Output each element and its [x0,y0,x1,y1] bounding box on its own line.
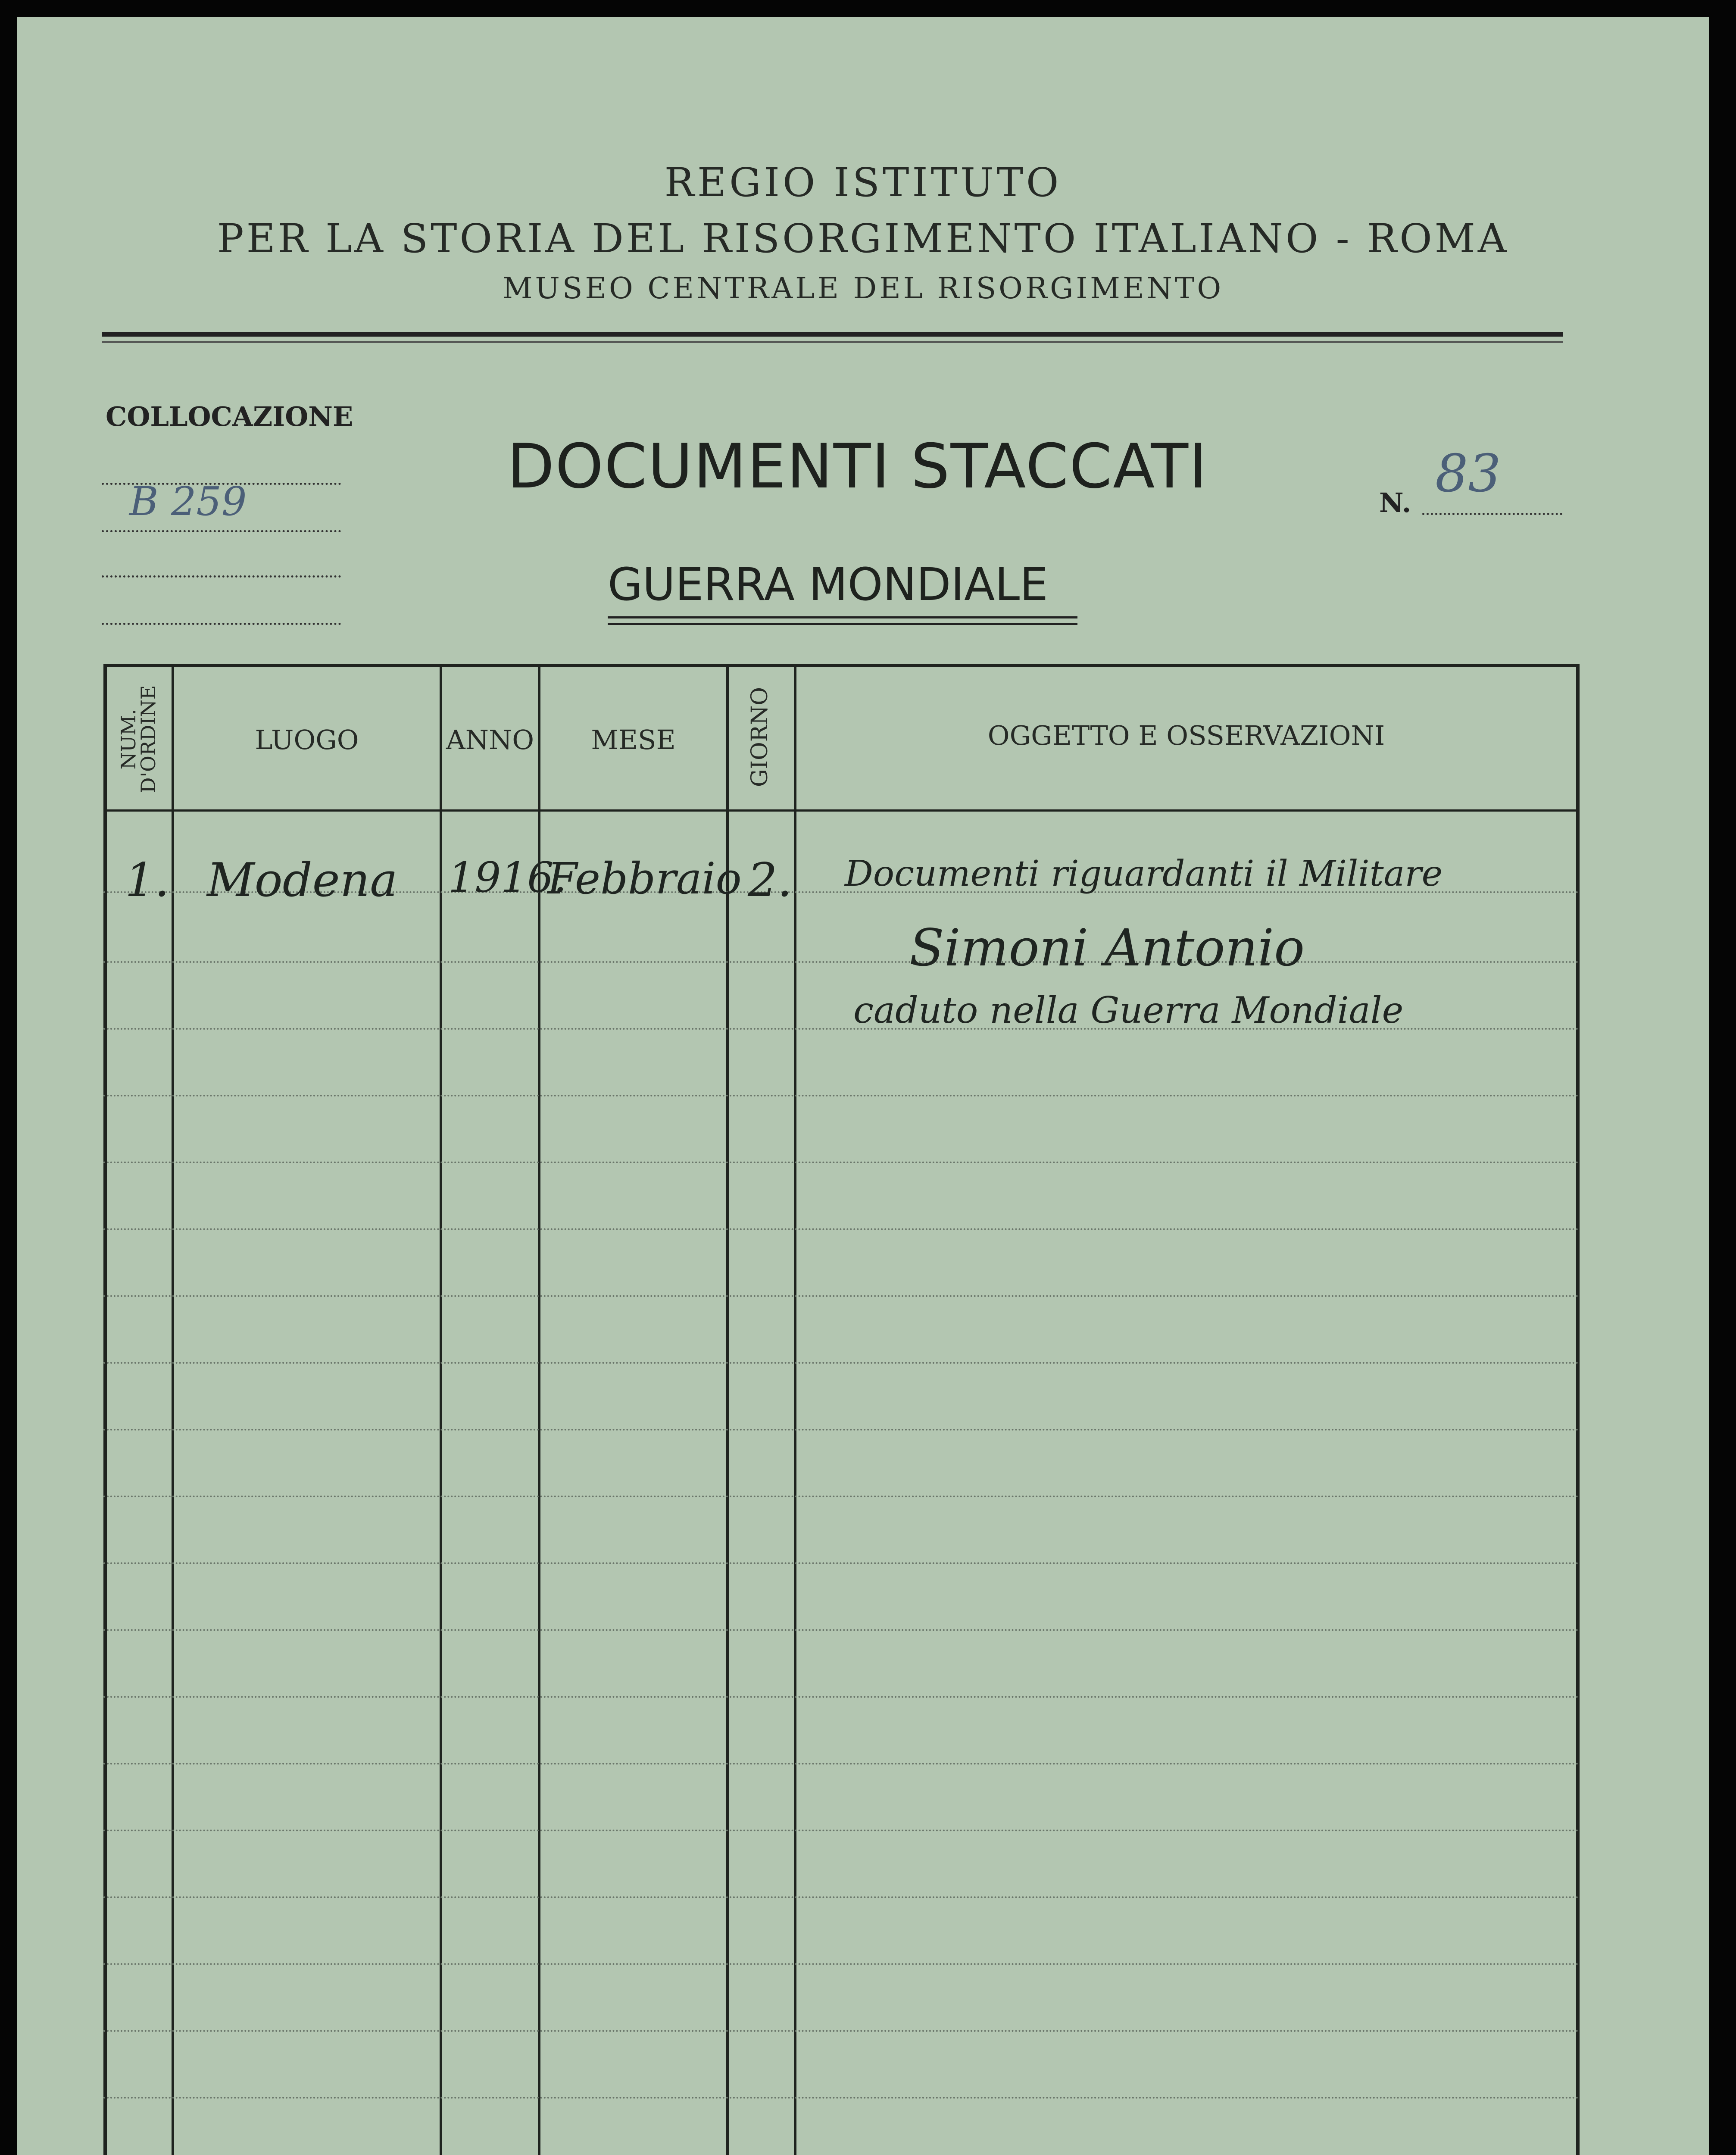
header-mese: MESE [591,724,676,756]
document-title: DOCUMENTI STACCATI [507,431,1208,502]
header-num-line2: D'ORDINE [137,685,160,793]
header-giorno: GIORNO [747,687,773,787]
ruled-line [103,1362,1580,1364]
column-divider [440,664,442,2155]
collocazione-line [102,623,341,625]
ruled-line [103,961,1580,963]
ruled-line [103,1095,1580,1096]
ruled-line [103,2097,1580,2099]
column-divider [794,664,796,2155]
row-oggetto-line1: Documenti riguardanti il Militare [845,853,1443,894]
header-rule-thin [102,341,1563,343]
header-num-line1: NUM. [117,709,140,770]
header-anno: ANNO [446,724,534,756]
ruled-line [103,2030,1580,2032]
ruled-line [103,1896,1580,1898]
ruled-line [103,1696,1580,1698]
table-top-border [103,664,1580,667]
header-rule [102,332,1563,337]
number-label: N. [1379,487,1411,518]
subtitle-underline [608,616,1077,618]
column-divider [172,664,174,2155]
institute-subtitle: PER LA STORIA DEL RISORGIMENTO ITALIANO - ROMA [217,216,1509,262]
ruled-line [103,1562,1580,1564]
row-anno: 1916. [448,853,567,902]
document-subtitle: GUERRA MONDIALE [608,558,1048,611]
header-bottom-border [103,809,1580,812]
ruled-line [103,1963,1580,1965]
register-table [103,664,1580,2155]
table-right-border [1576,664,1580,2155]
row-num: 1. [125,853,170,907]
number-value: 83 [1435,444,1501,504]
header-num-ordine [117,668,160,810]
ruled-line [103,1429,1580,1430]
row-giorno: 2. [748,853,793,907]
header-luogo: LUOGO [255,724,359,756]
collocazione-line [102,575,341,578]
row-luogo: Modena [207,853,398,907]
institute-name: REGIO ISTITUTO [664,159,1062,206]
table-left-border [103,664,107,2155]
ruled-line [103,1295,1580,1297]
row-oggetto-line2: Simoni Antonio [909,918,1305,978]
subtitle-underline [608,623,1077,625]
ruled-line [103,1228,1580,1230]
collocazione-value: B 259 [129,478,247,525]
ruled-line [103,1830,1580,1831]
collocazione-label: COLLOCAZIONE [106,401,353,432]
collocazione-line [102,530,341,532]
ruled-line [103,1629,1580,1631]
ruled-line [103,1763,1580,1765]
row-oggetto-line3: caduto nella Guerra Mondiale [853,989,1404,1031]
ruled-line [103,1162,1580,1163]
museum-name: MUSEO CENTRALE DEL RISORGIMENTO [502,272,1224,306]
header-oggetto: OGGETTO E OSSERVAZIONI [987,720,1385,751]
document-sheet [17,17,1709,2155]
ruled-line [103,1496,1580,1497]
row-mese: Febbraio [547,853,742,904]
number-line [1422,513,1562,515]
